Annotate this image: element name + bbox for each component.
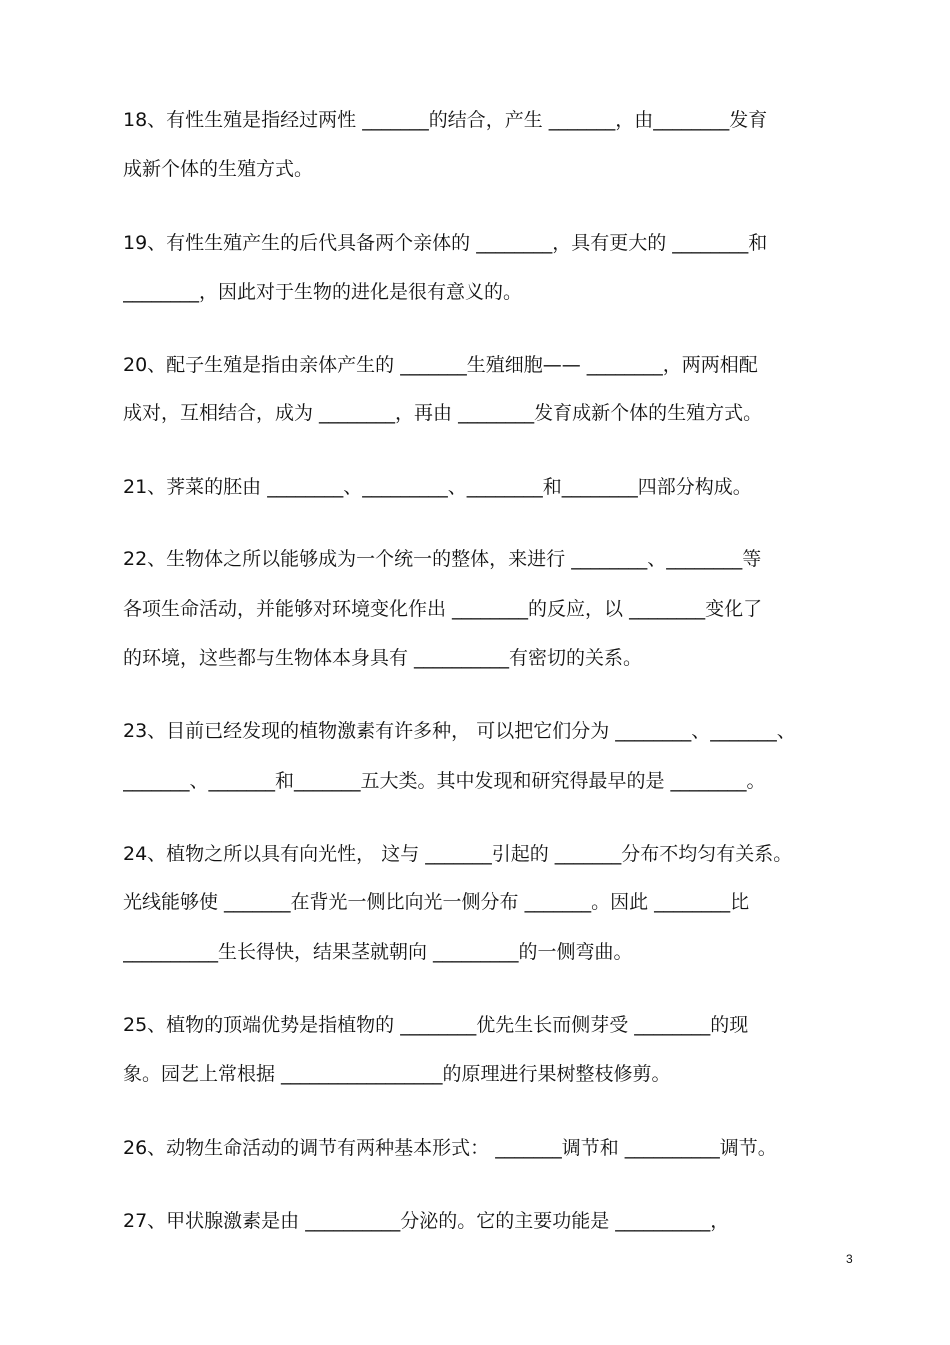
- question-26-line-1: 26、动物生命活动的调节有两种基本形式： _______调节和 __________调节。: [123, 1137, 777, 1159]
- question-23-line-2: _______、_______和_______五大类。其中发现和研究得最早的是 ________。: [123, 770, 766, 792]
- question-25-line-1: 25、植物的顶端优势是指植物的 ________优先生长而侧芽受 ________的现: [123, 1014, 749, 1036]
- question-22-line-1: 22、生物体之所以能够成为一个统一的整体，来进行 ________、________等: [123, 548, 762, 570]
- question-24-line-3: __________生长得快，结果茎就朝向 _________的一侧弯曲。: [123, 941, 633, 963]
- question-22-line-3: 的环境，这些都与生物体本身具有 __________有密切的关系。: [123, 647, 643, 669]
- question-19-line-1: 19、有性生殖产生的后代具备两个亲体的 ________，具有更大的 ________和: [123, 232, 768, 254]
- question-24-line-1: 24、植物之所以具有向光性， 这与 _______引起的 _______分布不均匀有关系。: [123, 843, 793, 865]
- question-18-line-2: 成新个体的生殖方式。: [123, 158, 314, 180]
- question-21-line-1: 21、荠菜的胚由 ________、_________、________和________四部分构成。: [123, 476, 752, 498]
- question-27-line-1: 27、甲状腺激素是由 __________分泌的。它的主要功能是 __________，: [123, 1210, 730, 1232]
- question-18-line-1: 18、有性生殖是指经过两性 _______的结合，产生 _______，由________发育: [123, 109, 768, 131]
- question-24-line-2: 光线能够使 _______在背光一侧比向光一侧分布 _______。因此 ________比: [123, 891, 750, 913]
- question-22-line-2: 各项生命活动，并能够对环境变化作出 ________的反应，以 ________变化了: [123, 598, 763, 620]
- question-19-line-2: ________，因此对于生物的进化是很有意义的。: [123, 281, 523, 303]
- question-20-line-2: 成对，互相结合，成为 ________，再由 ________发育成新个体的生殖方式。: [123, 402, 763, 424]
- question-20-line-1: 20、配子生殖是指由亲体产生的 _______生殖细胞—— ________，两两相配: [123, 354, 758, 376]
- page-number: 3: [846, 1252, 853, 1266]
- question-23-line-1: 23、目前已经发现的植物激素有许多种， 可以把它们分为 ________、_______、: [123, 720, 796, 742]
- question-25-line-2: 象。园艺上常根据 _________________的原理进行果树整枝修剪。: [123, 1063, 671, 1085]
